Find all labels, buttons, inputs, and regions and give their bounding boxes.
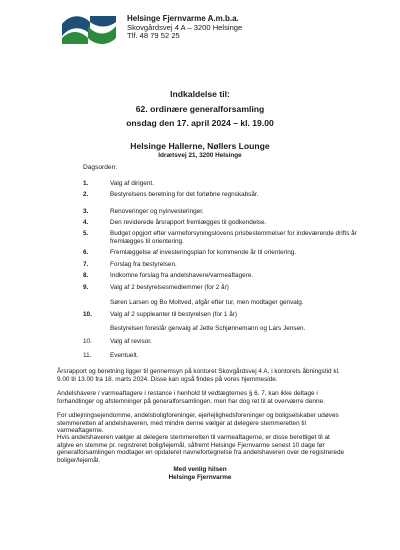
agenda-item-text: Valg af 2 suppleanter til bestyrelsen (for 1 år)	[110, 311, 238, 318]
agenda-item-number: 4.	[83, 219, 89, 226]
paragraph-restance: Andelshavere / varmeaftagere i restance i henhold til vedtægternes § 6. 7, kan ikke deltage i forhandlinger og afstemninger på generalforsamlingen, men har dog ret til at overværre denne.	[57, 390, 325, 405]
paragraph-voting-rights: For udlejningsejendomme, andelsboligforeninger, ejerlejlighedsforeninger og boligselskaber udøves stemmeretten af andelshaveren, med mindre denne vælger at delegere stemmeretten til varmeaftagerne.	[57, 412, 339, 435]
agenda-item-number: 10.	[83, 338, 92, 345]
agenda-item-number: 2.	[83, 191, 89, 198]
agenda-item-text: Renoveringer og nyinvesteringer.	[110, 208, 204, 215]
agenda-item-number: 6.	[83, 249, 89, 256]
agenda-item-number: 3.	[83, 208, 89, 215]
agenda-note: Bestyrelsen foreslår genvalg af Jette Schjønnemann og Lars Jensen.	[110, 325, 306, 332]
letterhead	[60, 14, 360, 50]
company-logo-icon	[60, 14, 118, 46]
paragraph-annual-report: Årsrapport og beretning ligger til gennemsyn på kontoret Skovgårdsvej 4 A, i kontorets åbningstid kl. 9.00 til 13.00 fra 18. marts 2024. Disse kan også findes på vores hjemmeside.	[57, 368, 340, 383]
agenda-item-text: Eventuelt.	[110, 352, 139, 359]
invitation-heading: Indkaldelse til:	[170, 89, 230, 99]
agenda-item-number: 11.	[83, 352, 92, 359]
meeting-name: 62. ordinære generalforsamling	[135, 104, 265, 114]
agenda-note: Søren Larsen og Bo Moltved, afgår efter tur, men modtager genvalg.	[110, 299, 304, 306]
agenda-item-number: 9.	[83, 284, 89, 291]
agenda-item-text: Valg af revisor.	[110, 338, 152, 345]
venue-name: Helsinge Hallerne, Nøllers Lounge	[130, 141, 270, 151]
agenda-item-text: Forslag fra bestyrelsen.	[110, 261, 177, 268]
venue-address: Idrætsvej 21, 3200 Helsinge	[158, 152, 242, 159]
agenda-item-number: 8.	[83, 272, 89, 279]
agenda-item-number: 10.	[83, 311, 92, 318]
agenda-item-number: 1.	[83, 180, 89, 187]
agenda-item-text: Budget opgjort efter varmeforsyningslovens prisbestemmelser for indeværende drifts år fremlægges til orientering.	[110, 230, 357, 245]
agenda-item-text: Den reviderede årsrapport fremlægges til godkendelse.	[110, 219, 267, 226]
agenda-item-text: Fremlæggelse af investeringsplan for kommende år til orientering.	[110, 249, 297, 256]
company-address: Skovgårdsvej 4 A – 3200 Helsinge	[127, 22, 243, 32]
agenda-item-text: Bestyrelsens beretning for det forløbne regnskabsår.	[110, 191, 259, 198]
agenda-item-text: Indkomne forslag fra andelshavere/varmeaftagere.	[110, 272, 254, 279]
company-info	[127, 15, 242, 41]
closing-greeting: Med venlig hilsen	[173, 466, 227, 473]
paragraph-delegation: Hvis andelshaveren vælger at delegere stemmeretten til varmeaftagerne, er disse berettiget til at afgive en stemme pr. registreret bolig/lejemål, såfremt Helsinge Fjernvarme senest 10 dage før generalforsamlingen modtager en opdateret navnefortegnelse fra andelshaveren over de registrerede boliger/lejemål.	[57, 434, 345, 464]
meeting-date: onsdag den 17. april 2024 – kl. 19.00	[126, 118, 274, 128]
closing-signature: Helsinge Fjernvarme	[168, 474, 232, 481]
agenda-item-number: 5.	[83, 230, 89, 237]
company-name: Helsinge Fjernvarme A.m.b.a.	[127, 14, 239, 23]
agenda-item-text: Valg af dirigent.	[110, 180, 154, 187]
agenda-item-text: Valg af 2 bestyrelsesmedlemmer (for 2 år)	[110, 284, 229, 291]
agenda-label: Dagsorden:	[83, 164, 118, 171]
company-phone: Tlf. 48 79 52 25	[127, 31, 180, 41]
agenda-item-number: 7.	[83, 261, 89, 268]
